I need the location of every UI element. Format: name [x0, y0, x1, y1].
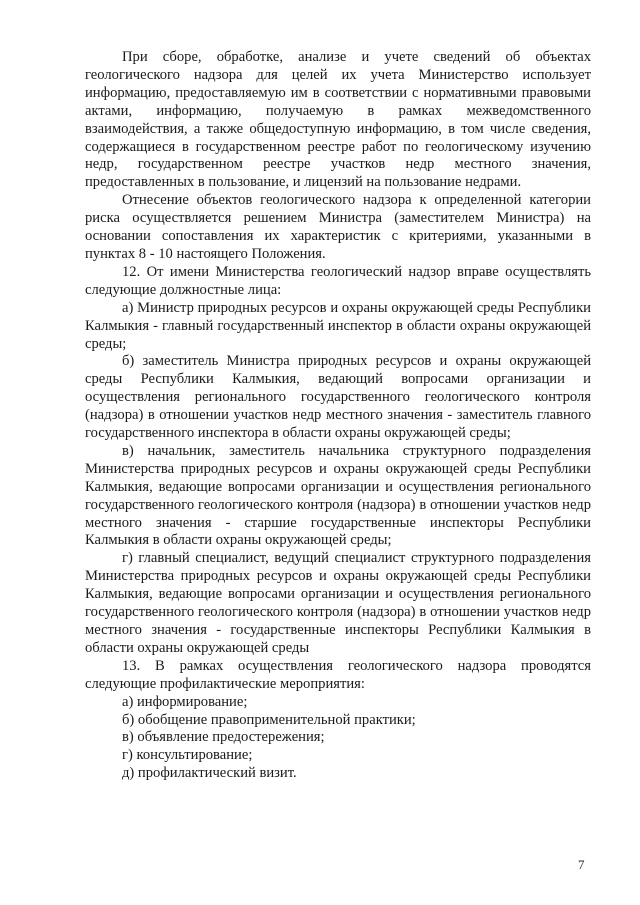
list-item: г) консультирование; [122, 747, 253, 764]
paragraph-12-v: в) начальник, заместитель начальника структурного подразделения Министерства природных ресурсов и охраны окружающей среды Республики Калмыкия, ведающие вопросами организации и осуществления регионального государственного геологического контроля (надзора) в отношении участков недр местного значения - старшие государственные инспекторы Республики Калмыкия в области охраны окружающей среды; [85, 442, 591, 549]
list-item: в) объявление предостережения; [122, 729, 325, 746]
page-number: 7 [578, 857, 585, 872]
paragraph-12-b: б) заместитель Министра природных ресурсов и охраны окружающей среды Республики Калмыкия, ведающий вопросами организации и осуществления регионального государственного геологического контроля (надзора) в отношении участков недр местного значения - заместитель главного государственного инспектора в области охраны окружающей среды; [85, 353, 591, 442]
list-item: б) обобщение правоприменительной практики; [122, 711, 416, 728]
list-item: а) информирование; [122, 693, 248, 710]
paragraph-12-a: а) Министр природных ресурсов и охраны окружающей среды Республики Калмыкия - главный государственный инспектор в области охраны окружающей среды; [85, 299, 591, 352]
paragraph-12-g: г) главный специалист, ведущий специалист структурного подразделения Министерства природных ресурсов и охраны окружающей среды Республики Калмыкия, ведающие вопросами организации и осуществления регионального государственного геологического контроля (надзора) в отношении участков недр местного значения - государственные инспекторы Республики Калмыкия в области охраны окружающей среды [85, 550, 591, 656]
list-item: д) профилактический визит. [122, 765, 297, 782]
preventive-measures-list [85, 694, 591, 784]
paragraph-data-sources: При сборе, обработке, анализе и учете сведений об объектах геологического надзора для целей их учета Министерство использует информацию, предоставляемую им в соответствии с нормативными правовыми актами, информацию, получаемую в рамках межведомственного взаимодействия, а также общедоступную информацию, в том числе сведения, содержащиеся в государственном реестре работ по геологическому изучению недр, государственном реестре участков недр местного значения, предоставленных в пользование, и лицензий на пользование недрами. [85, 49, 591, 191]
paragraph-item-13: 13. В рамках осуществления геологического надзора проводятся следующие профилактические мероприятия: [85, 657, 591, 692]
paragraph-risk-category: Отнесение объектов геологического надзора к определенной категории риска осуществляется решением Министра (заместителем Министра) на основании сопоставления их характеристик с критериями, указанными в пунктах 8 - 10 настоящего Положения. [85, 192, 591, 262]
paragraph-item-12: 12. От имени Министерства геологический надзор вправе осуществлять следующие должностные лица: [85, 263, 591, 298]
document-page [85, 49, 591, 783]
